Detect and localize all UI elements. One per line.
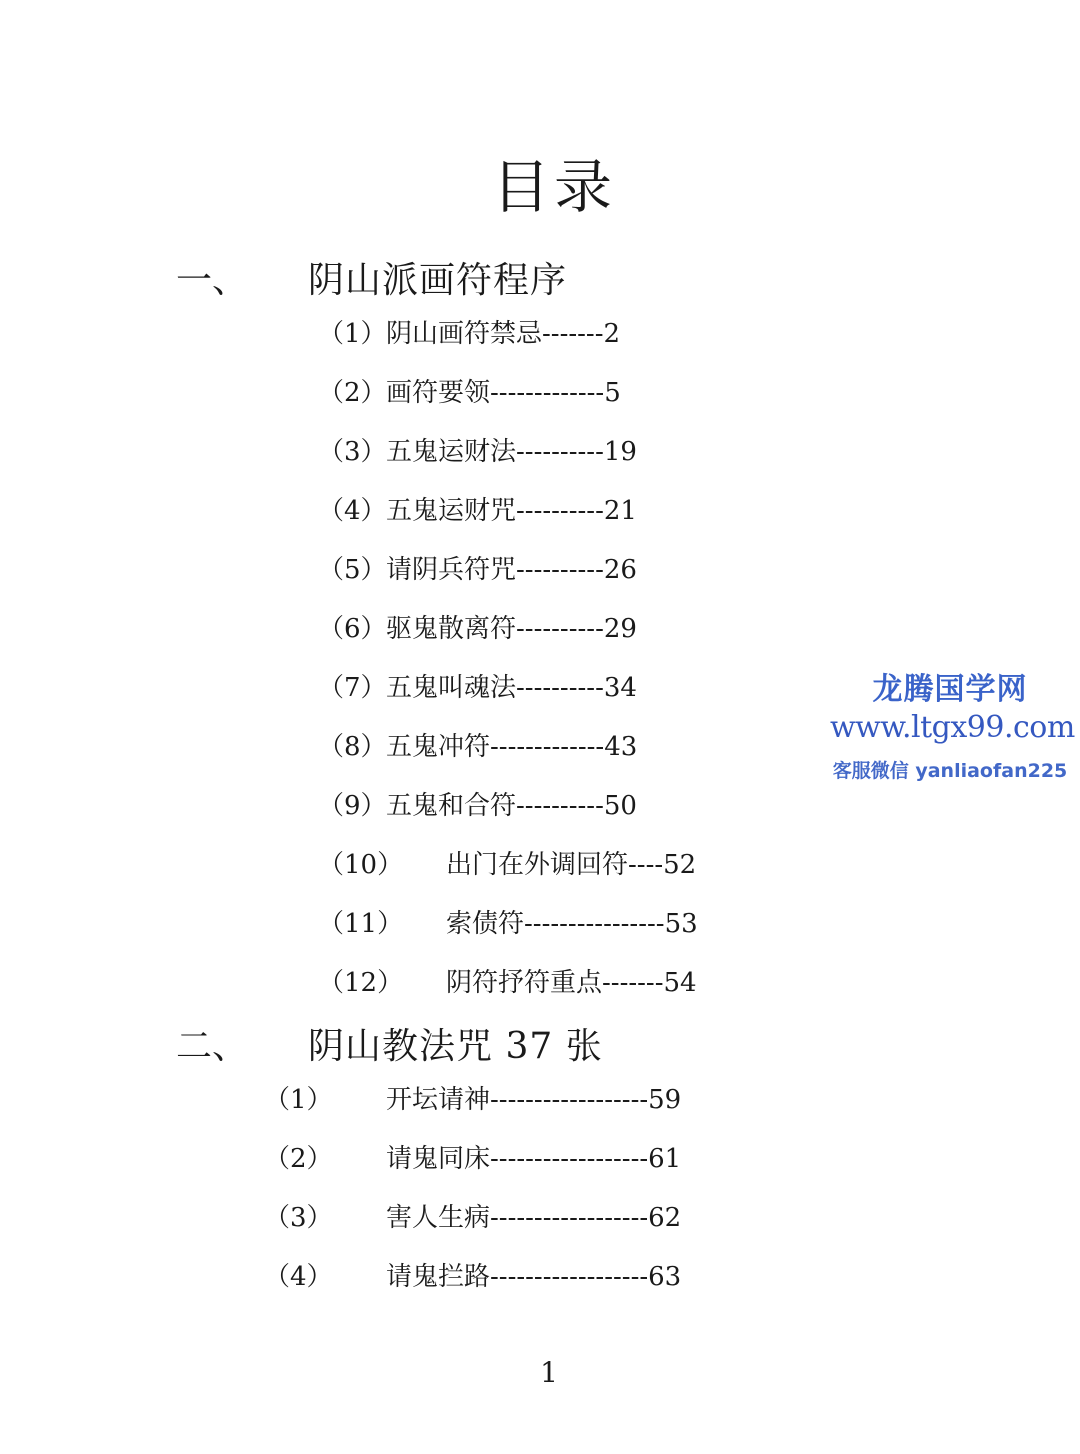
- toc-entry-number: （6）: [318, 614, 387, 644]
- toc-entry-text: 五鬼运财咒----------21: [386, 496, 637, 526]
- toc-entry-number: （5）: [318, 555, 387, 585]
- toc-entry-number: （4）: [264, 1262, 333, 1292]
- toc-entry[interactable]: [264, 1261, 682, 1293]
- toc-entry-text: 五鬼运财法----------19: [386, 437, 637, 467]
- toc-entry-text: 出门在外调回符----52: [446, 850, 697, 880]
- toc-entry-number: （7）: [318, 673, 387, 703]
- toc-entry[interactable]: [318, 672, 637, 704]
- section-title: 阴山派画符程序: [308, 260, 568, 301]
- toc-entry[interactable]: [264, 1202, 682, 1234]
- toc-entry-text: 请鬼同床------------------61: [386, 1144, 682, 1174]
- toc-entry-text: 请鬼拦路------------------63: [386, 1262, 682, 1292]
- toc-entry-number: （11）: [318, 909, 404, 939]
- toc-entry[interactable]: [318, 318, 621, 350]
- watermark-url: www.ltgx99.com: [830, 710, 1075, 745]
- section-number: 一、: [176, 260, 249, 301]
- toc-entry-text: 阴符抒符重点-------54: [446, 968, 697, 998]
- toc-entry-number: （8）: [318, 732, 387, 762]
- toc-entry-number: （3）: [318, 437, 387, 467]
- toc-entry-text: 阴山画符禁忌-------2: [386, 319, 621, 349]
- toc-entry-text: 五鬼和合符----------50: [386, 791, 637, 821]
- section-number: 二、: [176, 1026, 249, 1067]
- toc-entry-number: （12）: [318, 968, 404, 998]
- toc-entry-text: 画符要领-------------5: [386, 378, 621, 408]
- toc-entry-number: （10）: [318, 850, 404, 880]
- toc-entry[interactable]: [318, 731, 638, 763]
- page-title: 目录: [491, 153, 616, 221]
- toc-entry-number: （2）: [318, 378, 387, 408]
- toc-entry-text: 开坛请神------------------59: [386, 1085, 682, 1115]
- toc-entry[interactable]: [318, 967, 697, 999]
- toc-entry-text: 五鬼冲符-------------43: [386, 732, 638, 762]
- toc-entry-text: 五鬼叫魂法----------34: [386, 673, 637, 703]
- section-title: 阴山教法咒 37 张: [308, 1026, 603, 1067]
- watermark-contact: 客服微信 yanliaofan225: [832, 760, 1068, 782]
- toc-entry-number: （3）: [264, 1203, 333, 1233]
- toc-entry[interactable]: [318, 377, 621, 409]
- toc-entry-number: （9）: [318, 791, 387, 821]
- toc-entry[interactable]: [264, 1143, 682, 1175]
- toc-entry-number: （1）: [264, 1085, 333, 1115]
- toc-entry-text: 请阴兵符咒----------26: [386, 555, 637, 585]
- toc-entry[interactable]: [318, 613, 637, 645]
- toc-entry[interactable]: [318, 790, 637, 822]
- toc-entry-number: （2）: [264, 1144, 333, 1174]
- toc-entry[interactable]: [318, 495, 637, 527]
- toc-entry-text: 害人生病------------------62: [386, 1203, 682, 1233]
- watermark-site-name: 龙腾国学网: [872, 672, 1028, 707]
- toc-entry[interactable]: [318, 908, 698, 940]
- toc-entry-number: （4）: [318, 496, 387, 526]
- page-number: 1: [540, 1356, 558, 1389]
- toc-entry-number: （1）: [318, 319, 387, 349]
- toc-entry[interactable]: [264, 1084, 682, 1116]
- toc-entry[interactable]: [318, 554, 637, 586]
- toc-entry-text: 索债符----------------53: [446, 909, 698, 939]
- toc-entry-text: 驱鬼散离符----------29: [386, 614, 637, 644]
- toc-entry[interactable]: [318, 436, 637, 468]
- toc-entry[interactable]: [318, 849, 697, 881]
